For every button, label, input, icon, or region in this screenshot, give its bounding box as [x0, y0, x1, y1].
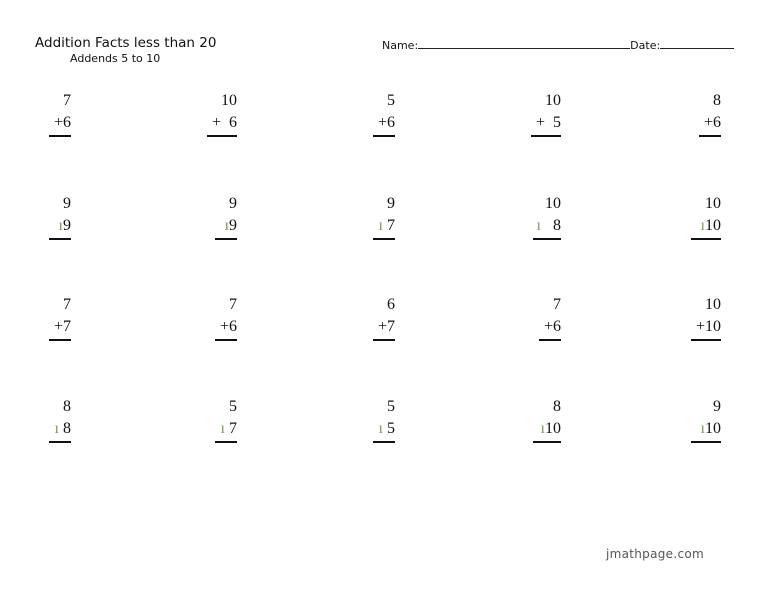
problem-bottom-addend: +7 — [53, 318, 71, 335]
answer-line — [373, 441, 395, 443]
problem-top-addend: 9 — [713, 398, 721, 415]
problem-bottom-addend: + 5 — [535, 114, 561, 131]
problem-bottom-addend: + 6 — [211, 114, 237, 131]
problem-top-addend: 9 — [63, 195, 71, 212]
problem-bottom-number: 7 — [229, 420, 237, 437]
problem-top-addend: 5 — [387, 92, 395, 109]
problem-bottom-addend — [379, 217, 395, 235]
problem-bottom-addend — [379, 420, 395, 438]
problem-2 — [167, 92, 237, 142]
plus-sign-icon: ı — [224, 217, 229, 234]
problem-5 — [651, 92, 721, 142]
problem-bottom-addend: +7 — [377, 318, 395, 335]
problem-top-addend: 10 — [545, 92, 561, 109]
problem-bottom-addend: +6 — [377, 114, 395, 131]
problem-bottom-addend — [221, 420, 237, 438]
worksheet-subtitle: Addends 5 to 10 — [70, 52, 161, 65]
plus-sign-icon: ı — [220, 420, 229, 437]
problem-bottom-addend: +10 — [695, 318, 721, 335]
answer-line — [373, 238, 395, 240]
problem-top-addend: 7 — [63, 92, 71, 109]
problem-top-addend: 7 — [229, 296, 237, 313]
problem-14 — [491, 296, 561, 346]
problem-top-addend: 7 — [63, 296, 71, 313]
problem-20 — [651, 398, 721, 448]
problem-bottom-addend — [55, 420, 71, 438]
plus-sign-icon: ı — [536, 217, 549, 234]
problem-bottom-addend — [59, 217, 71, 235]
answer-line — [207, 135, 237, 137]
plus-sign-icon: ı — [378, 217, 387, 234]
problem-bottom-number: 7 — [387, 217, 395, 234]
name-label: Name: — [382, 39, 419, 52]
problem-bottom-addend: +6 — [543, 318, 561, 335]
answer-line — [691, 441, 721, 443]
answer-line — [373, 135, 395, 137]
name-date-line — [382, 37, 734, 52]
date-blank[interactable] — [660, 37, 734, 49]
problem-top-addend: 5 — [229, 398, 237, 415]
problem-11 — [1, 296, 71, 346]
problem-4 — [491, 92, 561, 142]
problem-bottom-number: 10 — [545, 420, 561, 437]
problem-top-addend: 7 — [553, 296, 561, 313]
answer-line — [533, 441, 561, 443]
problem-bottom-addend — [225, 217, 237, 235]
answer-line — [539, 339, 561, 341]
problem-top-addend: 10 — [705, 296, 721, 313]
problem-17 — [167, 398, 237, 448]
problem-10 — [651, 195, 721, 245]
answer-line — [49, 238, 71, 240]
name-blank[interactable] — [418, 37, 630, 49]
plus-sign-icon: ı — [378, 420, 387, 437]
answer-line — [531, 135, 561, 137]
problem-top-addend: 6 — [387, 296, 395, 313]
problem-bottom-addend — [701, 217, 721, 235]
problem-6 — [1, 195, 71, 245]
answer-line — [691, 339, 721, 341]
plus-sign-icon: ı — [700, 420, 705, 437]
plus-sign-icon: ı — [58, 217, 63, 234]
problem-bottom-number: 9 — [63, 217, 71, 234]
problem-3 — [325, 92, 395, 142]
problem-bottom-number: 10 — [705, 420, 721, 437]
problem-top-addend: 10 — [545, 195, 561, 212]
problem-bottom-addend — [541, 420, 561, 438]
plus-sign-icon: ı — [54, 420, 63, 437]
problem-bottom-addend: +6 — [703, 114, 721, 131]
problem-top-addend: 8 — [553, 398, 561, 415]
answer-line — [373, 339, 395, 341]
problem-bottom-number: 9 — [229, 217, 237, 234]
problem-top-addend: 8 — [713, 92, 721, 109]
answer-line — [699, 135, 721, 137]
worksheet-title: Addition Facts less than 20 — [35, 35, 217, 51]
answer-line — [215, 238, 237, 240]
plus-sign-icon: ı — [540, 420, 545, 437]
date-label: Date: — [630, 39, 661, 52]
problem-top-addend: 8 — [63, 398, 71, 415]
problem-bottom-number: 10 — [705, 217, 721, 234]
problem-top-addend: 9 — [229, 195, 237, 212]
answer-line — [49, 441, 71, 443]
problem-top-addend: 10 — [221, 92, 237, 109]
answer-line — [215, 441, 237, 443]
problem-bottom-addend: +6 — [53, 114, 71, 131]
problem-1 — [1, 92, 71, 142]
problem-8 — [325, 195, 395, 245]
problem-7 — [167, 195, 237, 245]
footer-site: jmathpage.com — [606, 547, 705, 561]
problem-15 — [651, 296, 721, 346]
problem-16 — [1, 398, 71, 448]
problem-19 — [491, 398, 561, 448]
plus-sign-icon: ı — [700, 217, 705, 234]
problem-bottom-addend — [701, 420, 721, 438]
answer-line — [215, 339, 237, 341]
problem-top-addend: 5 — [387, 398, 395, 415]
answer-line — [49, 339, 71, 341]
problem-9 — [491, 195, 561, 245]
problem-bottom-number: 8 — [549, 217, 561, 234]
problem-top-addend: 10 — [705, 195, 721, 212]
problem-12 — [167, 296, 237, 346]
problem-bottom-addend: +6 — [219, 318, 237, 335]
problem-bottom-number: 8 — [63, 420, 71, 437]
problem-18 — [325, 398, 395, 448]
answer-line — [691, 238, 721, 240]
problem-top-addend: 9 — [387, 195, 395, 212]
problem-bottom-number: 5 — [387, 420, 395, 437]
problem-bottom-addend — [537, 217, 561, 235]
answer-line — [49, 135, 71, 137]
problem-13 — [325, 296, 395, 346]
answer-line — [533, 238, 561, 240]
